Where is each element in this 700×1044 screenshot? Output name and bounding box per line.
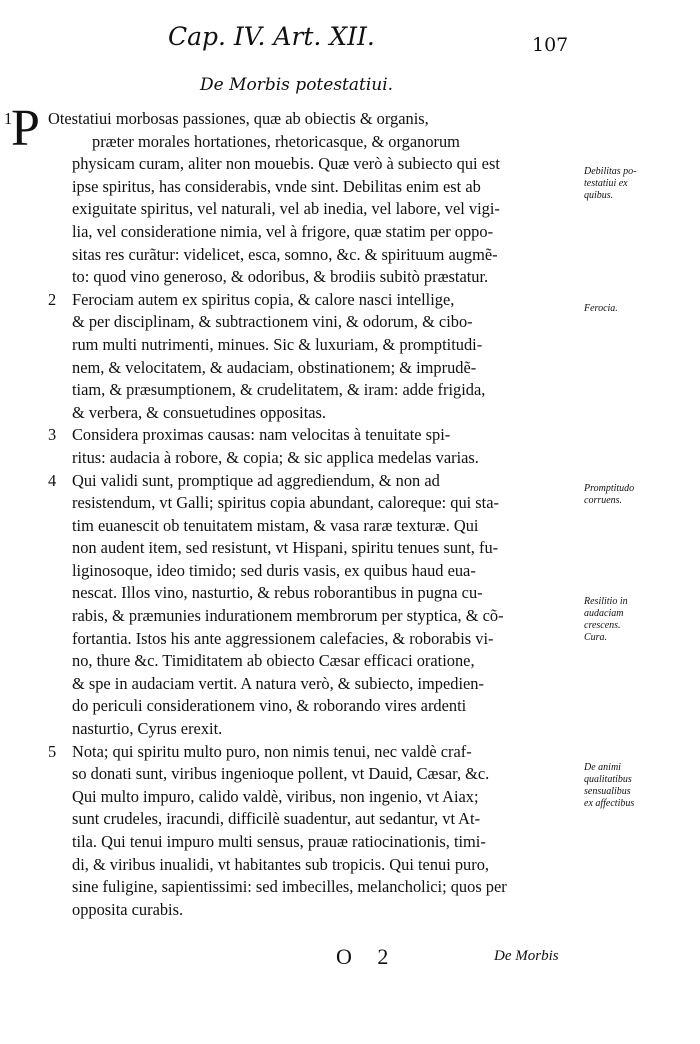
text-line: [48, 470, 578, 493]
text-line: [48, 899, 578, 922]
line-text: exiguitate spiritus, vel naturali, vel ab inedia, vel labore, vel vigi-: [72, 199, 500, 219]
text-line: [48, 628, 578, 651]
running-head: Cap. IV. Art. XII.: [168, 22, 375, 51]
line-text: ritus: audacia à robore, & copia; & sic applica medelas varias.: [72, 447, 479, 467]
margin-note: Debilitas po- testatiui ex quibus.: [584, 166, 637, 201]
text-line: [48, 808, 578, 831]
text-line: [48, 334, 578, 357]
paragraph-number: 2: [48, 289, 57, 309]
line-text: Considera proximas causas: nam velocitas à tenuitate spi-: [72, 425, 451, 445]
line-text: tiam, & præsumptionem, & crudelitatem, & iram: adde frigida,: [72, 380, 486, 400]
text-line: [48, 311, 578, 334]
body-text: [4, 108, 578, 921]
line-text: Qui multo impuro, calido valdè, viribus, non ingenio, vt Aiax;: [72, 786, 479, 806]
text-line: [48, 402, 578, 425]
text-line: [48, 582, 578, 605]
margin-note: Ferocia.: [584, 303, 618, 314]
line-text: nem, & velocitatem, & audaciam, obstinationem; & imprudẽ-: [72, 357, 477, 377]
drop-cap: P: [11, 100, 40, 157]
text-line: [48, 266, 578, 289]
line-text: sitas res curãtur: videlicet, esca, somno, &c. & spirituum augmẽ-: [72, 244, 498, 264]
text-line: [48, 198, 578, 221]
text-line: [48, 560, 578, 583]
text-line: [48, 786, 578, 809]
line-text: præter morales hortationes, rhetoricasque, & organorum: [92, 131, 460, 151]
paragraph-number: 5: [48, 741, 57, 761]
line-text: no, thure &c. Timiditatem ab obiecto Cæsar efficaci oratione,: [72, 651, 475, 671]
text-line: [48, 741, 578, 764]
text-line: [48, 515, 578, 538]
page-number: 107: [532, 34, 569, 56]
line-text: so donati sunt, viribus ingenioque pollent, vt Dauid, Cæsar, &c.: [72, 764, 490, 784]
text-line: [48, 424, 578, 447]
text-line: [48, 447, 578, 470]
line-text: tila. Qui tenui impuro multi sensus, prauæ ratiocinationis, timi-: [72, 832, 486, 851]
text-line: [48, 718, 578, 741]
line-text: sunt crudeles, iracundi, difficilè suadentur, aut sedantur, vt At-: [72, 809, 481, 829]
text-line: [48, 673, 578, 696]
line-text: lia, vel consideratione nimia, vel à frigore, quæ statim per oppo-: [72, 221, 494, 241]
line-text: & per disciplinam, & subtractionem vini, & odorum, & cibo-: [72, 312, 473, 332]
line-text: di, & viribus inualidi, vt habitantes sub tropicis. Qui tenui puro,: [72, 854, 490, 874]
margin-note: Resilitio in audaciam crescens. Cura.: [584, 596, 628, 643]
text-line: [48, 289, 578, 312]
line-text: & verbera, & consuetudines oppositas.: [72, 402, 326, 422]
section-title: De Morbis potestatiui.: [200, 75, 394, 95]
line-text: ipse spiritus, has considerabis, vnde sint. Debilitas enim est ab: [72, 176, 481, 196]
text-line: [48, 537, 578, 560]
text-line: [48, 605, 578, 628]
signature-mark: O 2: [336, 944, 399, 969]
text-line: [48, 695, 578, 718]
line-text: Qui validi sunt, promptique ad aggrediendum, & non ad: [72, 470, 440, 490]
line-text: Ferociam autem ex spiritus copia, & calore nasci intellige,: [72, 289, 455, 309]
line-text: Otestatiui morbosas passiones, quæ ab obiectis & organis,: [48, 109, 429, 128]
line-text: to: quod vino generoso, & odoribus, & brodiis subitò præstatur.: [72, 267, 489, 287]
text-line: [48, 831, 578, 854]
paragraph-number: 3: [48, 425, 57, 445]
line-text: physicam curam, aliter non mouebis. Quæ verò à subiecto qui est: [72, 154, 500, 174]
line-text: do periculi considerationem vino, & roborando vires ardenti: [72, 696, 467, 716]
text-line: [48, 244, 578, 267]
text-line: [48, 492, 578, 515]
line-text: resistendum, vt Galli; spiritus copia abundant, caloreque: qui sta-: [72, 493, 499, 513]
margin-note: De animi qualitatibus sensualibus ex affectibus: [584, 762, 635, 809]
text-line: [48, 131, 578, 154]
paragraph-number: 4: [48, 470, 57, 490]
text-line: [48, 176, 578, 199]
line-text: non audent item, sed resistunt, vt Hispani, spiritu tenues sunt, fu-: [72, 538, 499, 558]
line-text: nescat. Illos vino, nasturtio, & rebus roborantibus in pugna cu-: [72, 583, 483, 603]
text-line: [4, 108, 578, 131]
line-text: tim euanescit ob tenuitatem mistam, & vasa raræ texturæ. Qui: [72, 515, 479, 535]
line-text: opposita curabis.: [72, 899, 184, 919]
text-line: [48, 357, 578, 380]
line-text: sine fuligine, sapientissimi: sed imbecilles, melancholici; quos per: [72, 877, 507, 897]
line-text: rabis, & præmunies indurationem membrorum per styptica, & cõ-: [72, 606, 504, 626]
line-text: nasturtio, Cyrus erexit.: [72, 719, 223, 739]
catchword: De Morbis: [494, 948, 559, 964]
text-line: [48, 153, 578, 176]
paragraph-number: 1: [4, 109, 13, 128]
line-text: fortantia. Istos his ante aggressionem calefacies, & roborabis vi-: [72, 628, 494, 648]
line-text: liginosoque, ideo timido; sed duris vasis, ex quibus haud eua-: [72, 560, 476, 580]
text-line: [48, 650, 578, 673]
text-line: [48, 379, 578, 402]
text-line: [48, 763, 578, 786]
text-line: [48, 854, 578, 877]
line-text: rum multi nutrimenti, minues. Sic & luxuriam, & promptitudi-: [72, 334, 483, 354]
text-line: [48, 876, 578, 899]
line-text: Nota; qui spiritu multo puro, non nimis tenui, nec valdè craf-: [72, 741, 472, 761]
text-line: [48, 221, 578, 244]
margin-note: Promptitudo corruens.: [584, 483, 635, 506]
line-text: & spe in audaciam vertit. A natura verò, & subiecto, impedien-: [72, 673, 484, 693]
